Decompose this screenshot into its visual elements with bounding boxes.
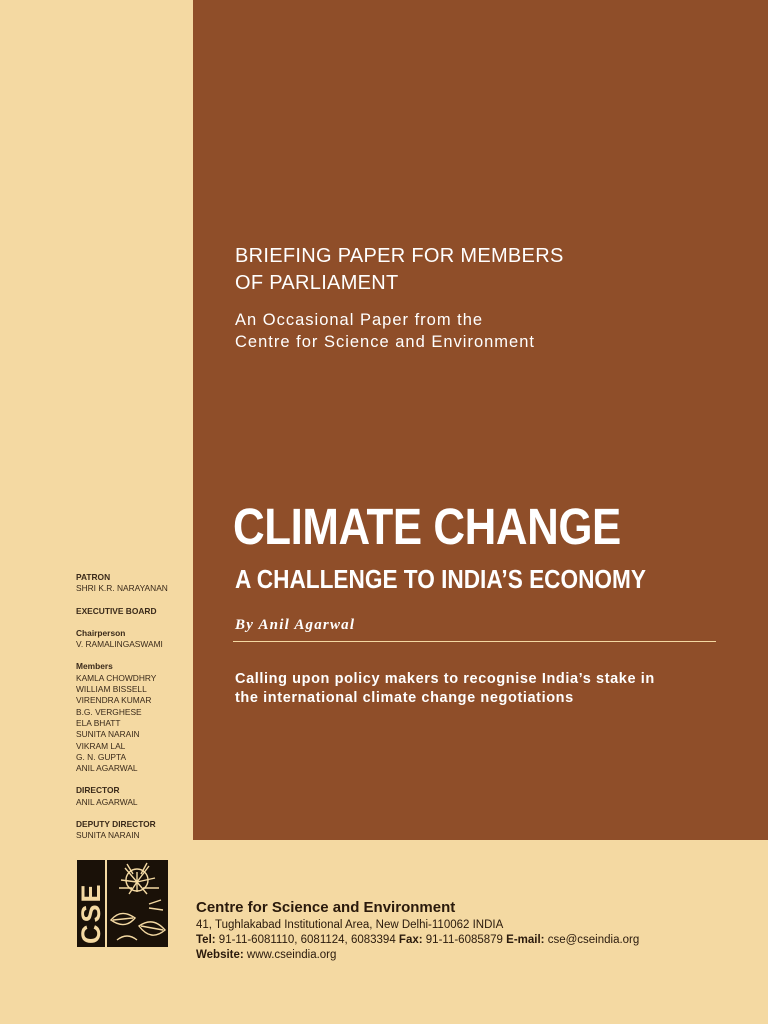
title-divider (233, 641, 716, 642)
deputy-director-group (76, 819, 186, 842)
member-name: G. N. GUPTA (76, 751, 127, 762)
director-group (76, 785, 186, 808)
chairperson-group (76, 628, 186, 651)
fax-label: Fax: (398, 934, 423, 946)
org-name: Centre for Science and Environment (196, 899, 456, 916)
member-name: KAMLA CHOWDHRY (76, 672, 157, 683)
cover-panel (193, 0, 768, 840)
board-sidebar (76, 572, 186, 853)
occasional-line-2: Centre for Science and Environment (235, 333, 535, 351)
fax-value: 91-11-6085879 (425, 934, 503, 946)
tel-label: Tel: (196, 934, 216, 946)
document-title: CLIMATE CHANGE (233, 498, 621, 555)
chairperson-label: Chairperson (76, 627, 126, 638)
member-name: WILLIAM BISSELL (76, 684, 147, 695)
briefing-line-1: BRIEFING PAPER FOR MEMBERS (235, 245, 564, 267)
exec-board-label: EXECUTIVE BOARD (76, 605, 157, 616)
cse-contact-block (196, 898, 639, 963)
members-group (76, 661, 186, 774)
member-name: VIRENDRA KUMAR (76, 695, 152, 706)
contact-line (196, 933, 639, 948)
cse-logo-graphic (77, 860, 168, 947)
tagline-line-2: the international climate change negotiations (235, 690, 574, 706)
document-subtitle: A CHALLENGE TO INDIA’S ECONOMY (235, 564, 646, 594)
exec-board-group (76, 606, 186, 617)
member-name: VIKRAM LAL (76, 740, 126, 751)
website-label: Website: (196, 949, 244, 961)
member-name: ANIL AGARWAL (76, 763, 138, 774)
cse-logo-letters: CSE (77, 882, 106, 944)
deputy-director-name: SUNITA NARAIN (76, 830, 140, 841)
director-name: ANIL AGARWAL (76, 796, 138, 807)
member-name: ELA BHATT (76, 717, 121, 728)
deputy-director-label: DEPUTY DIRECTOR (76, 819, 156, 830)
patron-name: SHRI K.R. NARAYANAN (76, 583, 168, 594)
member-name: B.G. VERGHESE (76, 706, 142, 717)
org-address: 41, Tughlakabad Institutional Area, New Delhi-110062 INDIA (196, 919, 504, 931)
occasional-line-1: An Occasional Paper from the (235, 311, 484, 329)
cse-logo (77, 860, 168, 947)
director-label: DIRECTOR (76, 785, 120, 796)
briefing-line-2: OF PARLIAMENT (235, 272, 399, 294)
website-line (196, 948, 639, 963)
chairperson-name: V. RAMALINGASWAMI (76, 639, 163, 650)
email-value: cse@cseindia.org (547, 934, 640, 946)
email-label: E-mail: (506, 934, 545, 946)
website-value: www.cseindia.org (246, 949, 337, 961)
members-label: Members (76, 661, 113, 672)
tel-value: 91-11-6081110, 6081124, 6083394 (218, 934, 396, 946)
patron-group (76, 572, 186, 595)
tagline-line-1: Calling upon policy makers to recognise India’s stake in (235, 671, 655, 687)
tagline (235, 670, 715, 708)
briefing-heading (235, 243, 715, 297)
occasional-paper-note (235, 309, 715, 353)
member-name: SUNITA NARAIN (76, 729, 140, 740)
patron-label: PATRON (76, 572, 111, 582)
author-byline: By Anil Agarwal (235, 617, 356, 633)
